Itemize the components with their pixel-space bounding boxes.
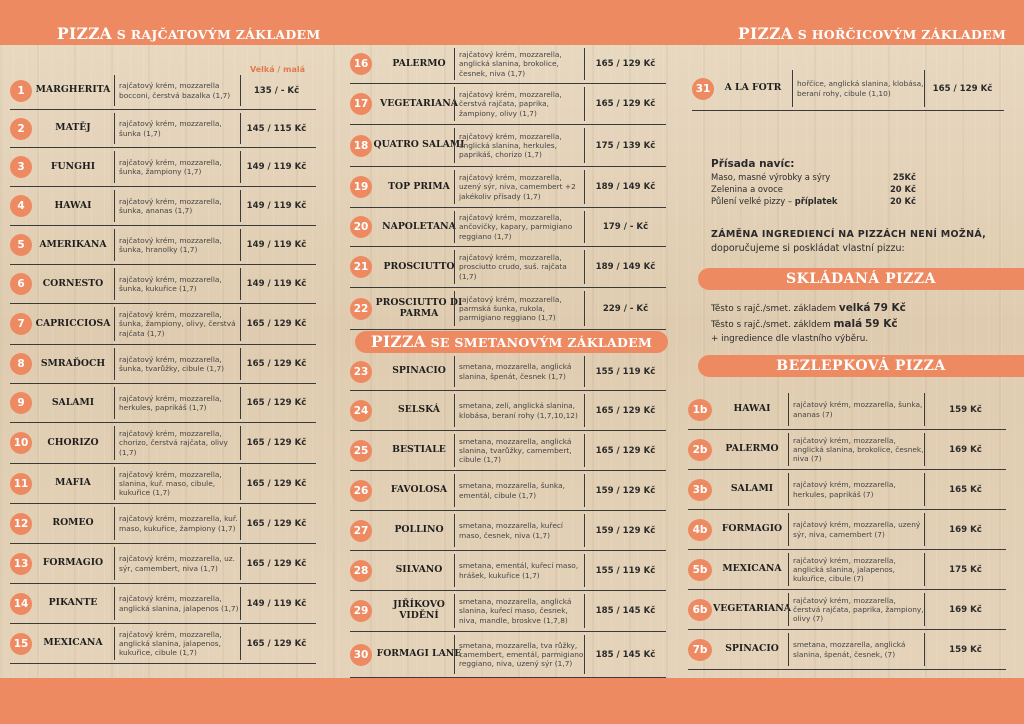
pizza-ingredients: rajčatový krém, mozzarella, uz. sýr, camembert, niva (1,7) (114, 547, 240, 580)
pizza-price: 169 Kč (924, 433, 1006, 466)
custom-line-small (711, 317, 941, 333)
cream-section-title (355, 331, 668, 353)
pizza-ingredients: rajčatový krém, mozzarella, šunka (1,7) (114, 113, 240, 144)
pizza-ingredients: rajčatový krém, mozzarella, uzený sýr, niva, camembert +2 jakékoliv přísady (1,7) (454, 170, 584, 204)
menu-row (10, 148, 316, 187)
pizza-name: HAWAI (54, 199, 92, 211)
pizza-ingredients: rajčatový krém, mozzarella, herkules, paprikáš (1,7) (114, 387, 240, 419)
pizza-price: 165 / 129 Kč (240, 547, 312, 580)
pizza-name: FORMAGI LANE (376, 648, 462, 660)
pizza-name: MAFIA (55, 477, 91, 489)
pizza-name: VEGETARIANA (380, 97, 458, 109)
mustard-pizza-list (692, 67, 1004, 111)
menu-row (350, 125, 666, 167)
pizza-ingredients: hořčice, anglická slanina, klobása, beraní rohy, cibule (1,10) (792, 70, 924, 107)
menu-row (350, 45, 666, 84)
pizza-price: 149 / 119 Kč (240, 229, 312, 261)
pizza-name: MATĚJ (55, 122, 91, 134)
extra-item (711, 171, 916, 183)
pizza-ingredients: smetana, mozzarella, tva růžky, camembert, ementál, parmigiano reggiano, niva, uzený sýr (1,7) (454, 635, 584, 674)
pizza-price: 165 Kč (924, 473, 1006, 506)
pizza-price: 189 / 149 Kč (584, 250, 666, 284)
item-number-badge: 14 (10, 593, 32, 615)
pizza-ingredients: smetana, mozzarella, šunka, ementál, cibule (1,7) (454, 474, 584, 507)
pizza-name: SMRAĎOCH (40, 357, 106, 369)
menu-row (688, 470, 1006, 510)
menu-row (350, 551, 666, 591)
pizza-ingredients: rajčatový krém, mozzarella, šunka, žampiony (1,7) (114, 151, 240, 183)
item-number-badge: 8 (10, 353, 32, 375)
pizza-ingredients: rajčatový krém, mozzarella, kuř. maso, kukuřice, žampiony (1,7) (114, 507, 240, 540)
pizza-name: SALAMI (730, 483, 774, 495)
bottom-banner (0, 678, 1024, 724)
pizza-name: PROSCIUTTO DI PARMA (375, 296, 463, 319)
glutenfree-title: BEZLEPKOVÁ PIZZA (698, 355, 1024, 377)
pizza-ingredients: rajčatový krém, mozzarella, slanina, kuř. maso, cibule, kukuřice (1,7) (114, 467, 240, 500)
item-number-badge: 2b (688, 439, 712, 461)
extras-title: Přísada navíc: (711, 158, 795, 170)
pizza-price: 165 / 129 Kč (584, 434, 666, 467)
pizza-price: 145 / 115 Kč (240, 113, 312, 144)
pizza-name: CORNESTO (42, 277, 104, 289)
menu-row (10, 187, 316, 226)
menu-row (10, 504, 316, 544)
pizza-price: 169 Kč (924, 593, 1006, 626)
item-number-badge: 18 (350, 135, 372, 157)
item-number-badge: 5b (688, 559, 712, 581)
menu-row (688, 390, 1006, 430)
pizza-price: 165 / 129 Kč (240, 426, 312, 460)
pizza-ingredients: smetana, mozzarella, kuřecí maso, česnek, niva (1,7) (454, 514, 584, 547)
pizza-name: HAWAI (733, 403, 771, 415)
menu-row (350, 247, 666, 288)
menu-row (10, 72, 316, 110)
item-number-badge: 12 (10, 513, 32, 535)
item-number-badge: 23 (350, 361, 372, 383)
menu-row (350, 391, 666, 431)
pizza-name: CAPRICCIOSA (35, 317, 111, 329)
item-number-badge: 16 (350, 53, 372, 75)
item-number-badge: 13 (10, 553, 32, 575)
pizza-price: 149 / 119 Kč (240, 151, 312, 183)
pizza-name: MARGHERITA (35, 84, 111, 96)
menu-row (688, 590, 1006, 630)
pizza-ingredients: rajčatový krém, mozzarella, čerstvá rajčata, paprika, žampiony, olivy (7) (788, 593, 924, 626)
pizza-price: 165 / 129 Kč (584, 48, 666, 80)
item-number-badge: 3 (10, 156, 32, 178)
menu-row (10, 464, 316, 504)
pizza-price: 189 / 149 Kč (584, 170, 666, 204)
pizza-price: 149 / 119 Kč (240, 190, 312, 222)
pizza-ingredients: smetana, mozzarella, anglická slanina, špenát, česnek (1,7) (454, 356, 584, 387)
item-number-badge: 9 (10, 392, 32, 414)
size-header: Velká / malá (250, 65, 306, 74)
pizza-price: 175 / 139 Kč (584, 128, 666, 163)
extras-block (711, 158, 916, 208)
tomato-title-main: PIZZA (57, 24, 113, 43)
custom-line3: + ingredience dle vlastního výběru. (711, 333, 869, 344)
pizza-name: AMERIKANA (39, 238, 107, 250)
pizza-price: 229 / - Kč (584, 291, 666, 326)
pizza-price: 165 / 129 Kč (240, 307, 312, 341)
pizza-ingredients: rajčatový krém, mozzarella, anglická slanina, herkules, paprikáš, chorizo (1,7) (454, 128, 584, 163)
pizza-name: NAPOLETANA (382, 220, 456, 232)
pizza-name: FUNGHI (50, 160, 96, 172)
item-number-badge: 27 (350, 520, 372, 542)
pizza-ingredients: rajčatový krém, mozzarella, anglická slanina, brokolice, česnek, niva (1,7) (454, 48, 584, 80)
item-number-badge: 7 (10, 313, 32, 335)
pizza-name: JIŘÍKOVO VIDĚNÍ (393, 599, 445, 621)
pizza-name: PIKANTE (48, 597, 98, 609)
pizza-ingredients: rajčatový krém, mozzarella, anglická slanina, brokolice, česnek, niva (7) (788, 433, 924, 466)
menu-row (10, 423, 316, 464)
item-number-badge: 21 (350, 256, 372, 278)
pizza-ingredients: rajčatový krém, mozzarella, šunka, kukuřice (1,7) (114, 268, 240, 300)
item-number-badge: 1b (688, 399, 712, 421)
item-number-badge: 22 (350, 298, 372, 320)
extra-label-text: Půlení velké pizzy – (711, 196, 795, 207)
pizza-name: SALAMI (51, 396, 95, 408)
notice-line2: doporučujeme si poskládat vlastní pizzu: (711, 243, 905, 255)
pizza-ingredients: rajčatový krém, mozzarella, šunka, ananas (1,7) (114, 190, 240, 222)
pizza-price: 165 / 129 Kč (240, 348, 312, 380)
pizza-name: BESTIALE (392, 444, 446, 456)
menu-row (350, 632, 666, 678)
extra-label (711, 183, 783, 195)
pizza-price: 159 / 129 Kč (584, 474, 666, 507)
pizza-ingredients: smetana, mozzarella, anglická slanina, kuřecí maso, česnek, niva, mandle, broskve (1,7,8) (454, 594, 584, 628)
menu-row (10, 624, 316, 664)
pizza-price: 175 Kč (924, 553, 1006, 586)
pizza-name: CHORIZO (47, 436, 99, 448)
mustard-title-main: PIZZA (738, 24, 794, 43)
extra-item (711, 195, 916, 207)
item-number-badge: 4 (10, 195, 32, 217)
item-number-badge: 25 (350, 440, 372, 462)
menu-row (10, 544, 316, 584)
pizza-ingredients: rajčatový krém, mozzarella, prosciutto crudo, suš. rajčata (1,7) (454, 250, 584, 284)
mustard-section-title (738, 24, 1006, 43)
extra-label-text: Maso, masné výrobky a sýry (711, 172, 831, 182)
pizza-ingredients: smetana, mozzarella, anglická slanina, špenát, česnek, (7) (788, 633, 924, 666)
pizza-price: 149 / 119 Kč (240, 268, 312, 300)
pizza-name: ROMEO (52, 517, 94, 529)
pizza-name: QUATRO SALAMI (373, 139, 465, 151)
pizza-ingredients: rajčatový krém, mozzarella, herkules, paprikáš (7) (788, 473, 924, 506)
pizza-name: MEXICANA (43, 637, 103, 649)
custom-line-large (711, 301, 941, 317)
pizza-name: FAVOLOSA (390, 484, 448, 496)
item-number-badge: 17 (350, 93, 372, 115)
pizza-name: TOP PRIMA (388, 180, 450, 192)
notice-block (711, 228, 1001, 257)
pizza-ingredients: rajčatový krém, mozzarella, ančovičky, kapary, parmigiano reggiano (1,7) (454, 211, 584, 243)
pizza-ingredients: rajčatový krém, mozzarella, chorizo, čerstvá rajčata, olivy (1,7) (114, 426, 240, 460)
menu-row (10, 384, 316, 423)
tomato-section-title (57, 24, 321, 43)
item-number-badge: 6b (688, 599, 712, 621)
cream-title-main: PIZZA (370, 332, 426, 351)
extra-label (711, 195, 837, 207)
pizza-ingredients: rajčatový krém, mozzarella, parmská šunka, rukola, parmigiano reggiano (1,7) (454, 291, 584, 326)
pizza-name: SELSKÁ (398, 404, 440, 416)
menu-row (688, 550, 1006, 590)
pizza-name: POLLINO (394, 524, 444, 536)
menu-row (688, 510, 1006, 550)
extra-price: 25Kč (892, 172, 916, 182)
pizza-price: 169 Kč (924, 513, 1006, 546)
menu-row (350, 471, 666, 511)
pizza-ingredients: rajčatový krém, mozzarella, uzený sýr, niva, camembert (7) (788, 513, 924, 546)
extra-label (711, 171, 830, 183)
pizza-price: 159 Kč (924, 393, 1006, 426)
menu-row (350, 431, 666, 471)
custom-line2-size: malá (833, 317, 863, 330)
item-number-badge: 7b (688, 639, 712, 661)
menu-row (10, 304, 316, 345)
pizza-price: 165 / 129 Kč (240, 627, 312, 660)
menu-row (10, 226, 316, 265)
menu-row (10, 110, 316, 148)
pizza-ingredients: rajčatový krém, mozzarella, anglická slanina, jalapenos, kukuřice, cibule (1,7) (114, 627, 240, 660)
middle-pizza-list (350, 45, 666, 330)
pizza-name: PALERMO (725, 443, 779, 455)
custom-line1-price: 79 Kč (873, 302, 906, 314)
menu-row (350, 167, 666, 208)
custom-pizza-block (711, 301, 941, 346)
menu-row (692, 67, 1004, 111)
item-number-badge: 10 (10, 432, 32, 454)
item-number-badge: 29 (350, 600, 372, 622)
pizza-name: MEXICANA (722, 563, 782, 575)
tomato-pizza-list (10, 72, 316, 664)
custom-line2-text: Těsto s rajč./smet. zákldem (711, 319, 831, 330)
pizza-price: 159 Kč (924, 633, 1006, 666)
extra-label-text: Zelenina a ovoce (711, 184, 783, 195)
menu-row (350, 511, 666, 551)
item-number-badge: 6 (10, 273, 32, 295)
pizza-price: 165 / 129 Kč (240, 507, 312, 540)
mustard-title-rest: S HOŘČICOVÝM ZÁKLADEM (797, 27, 1007, 42)
menu-row (688, 430, 1006, 470)
pizza-ingredients: rajčatový krém, mozzarella, šunka, tvarůžky, cibule (1,7) (114, 348, 240, 380)
pizza-price: 185 / 145 Kč (584, 635, 666, 674)
glutenfree-pizza-list (688, 390, 1006, 670)
pizza-price: 155 / 119 Kč (584, 554, 666, 587)
pizza-name: VEGETARIANA (713, 603, 791, 615)
pizza-price: 149 / 119 Kč (240, 587, 312, 620)
menu-row (350, 84, 666, 125)
menu-row (350, 353, 666, 391)
pizza-ingredients: smetana, zelí, anglická slanina, klobása, beraní rohy (1,7,10,12) (454, 394, 584, 427)
pizza-name: SPINACIO (392, 365, 446, 377)
menu-row (10, 265, 316, 304)
item-number-badge: 31 (692, 78, 714, 100)
menu-row (10, 345, 316, 384)
menu-row (350, 288, 666, 330)
pizza-price: 165 / 129 Kč (584, 394, 666, 427)
custom-line2-price: 59 Kč (864, 317, 898, 330)
pizza-price: 135 / - Kč (240, 75, 312, 106)
pizza-price: 155 / 119 Kč (584, 356, 666, 387)
item-number-badge: 4b (688, 519, 712, 541)
pizza-name: SPINACIO (725, 643, 779, 655)
pizza-name: PROSCIUTTO (383, 260, 455, 272)
item-number-badge: 30 (350, 644, 372, 666)
extra-item (711, 183, 916, 195)
pizza-ingredients: rajčatový krém, mozzarella, anglická slanina, jalapenos (1,7) (114, 587, 240, 620)
pizza-name: FORMAGIO (721, 523, 783, 535)
item-number-badge: 20 (350, 216, 372, 238)
extra-label-bold: příplatek (794, 196, 838, 207)
notice-line1: ZÁMĚNA INGREDIENCÍ NA PIZZÁCH NENÍ MOŽNÁ, (711, 229, 987, 240)
pizza-ingredients: smetana, mozzarella, anglická slanina, tvarůžky, camembert, cibule (1,7) (454, 434, 584, 467)
pizza-price: 185 / 145 Kč (584, 594, 666, 628)
pizza-price: 165 / 129 Kč (240, 467, 312, 500)
item-number-badge: 19 (350, 176, 372, 198)
pizza-price: 165 / 129 Kč (240, 387, 312, 419)
cream-title-rest: SE SMETANOVÝM ZÁKLADEM (430, 335, 653, 350)
item-number-badge: 3b (688, 479, 712, 501)
tomato-title-rest: S RAJČATOVÝM ZÁKLADEM (116, 27, 321, 42)
item-number-badge: 2 (10, 118, 32, 140)
pizza-price: 179 / - Kč (584, 211, 666, 243)
custom-line1-size: velká (838, 302, 871, 314)
item-number-badge: 11 (10, 473, 32, 495)
item-number-badge: 5 (10, 234, 32, 256)
pizza-name: FORMAGIO (42, 557, 104, 569)
pizza-ingredients: rajčatový krém, mozzarella, šunka, žampiony, olivy, čerstvá rajčata (1,7) (114, 307, 240, 341)
pizza-price: 165 / 129 Kč (924, 70, 1000, 107)
item-number-badge: 15 (10, 633, 32, 655)
pizza-name: A LA FOTR (724, 82, 782, 94)
custom-line1-text: Těsto s rajč./smet. základem (711, 304, 837, 314)
extra-price: 20 Kč (889, 196, 916, 207)
menu-row (688, 630, 1006, 670)
pizza-price: 159 / 129 Kč (584, 514, 666, 547)
pizza-price: 165 / 129 Kč (584, 87, 666, 121)
item-number-badge: 1 (10, 80, 32, 102)
item-number-badge: 26 (350, 480, 372, 502)
menu-row (350, 208, 666, 247)
cream-pizza-list (350, 353, 666, 678)
item-number-badge: 24 (350, 400, 372, 422)
pizza-ingredients: rajčatový krém, mozzarella, anglická slanina, jalapenos, kukuřice, cibule (7) (788, 553, 924, 586)
pizza-name: SILVANO (395, 564, 443, 576)
pizza-ingredients: rajčatový krém, mozzarella, šunka, hranolky (1,7) (114, 229, 240, 261)
pizza-ingredients: rajčatový krém, mozzarella, šunka, ananas (7) (788, 393, 924, 426)
pizza-ingredients: rajčatový krém, mozzarella bocconi, čerstvá bazalka (1,7) (114, 75, 240, 106)
pizza-ingredients: smetana, ementál, kuřecí maso, hrášek, kukuřice (1,7) (454, 554, 584, 587)
custom-pizza-title: SKLÁDANÁ PIZZA (698, 268, 1024, 290)
pizza-ingredients: rajčatový krém, mozzarella, čerstvá rajčata, paprika, žampiony, olivy (1,7) (454, 87, 584, 121)
item-number-badge: 28 (350, 560, 372, 582)
extra-price: 20 Kč (889, 184, 916, 195)
pizza-name: PALERMO (392, 57, 446, 69)
menu-row (10, 584, 316, 624)
menu-row (350, 591, 666, 632)
